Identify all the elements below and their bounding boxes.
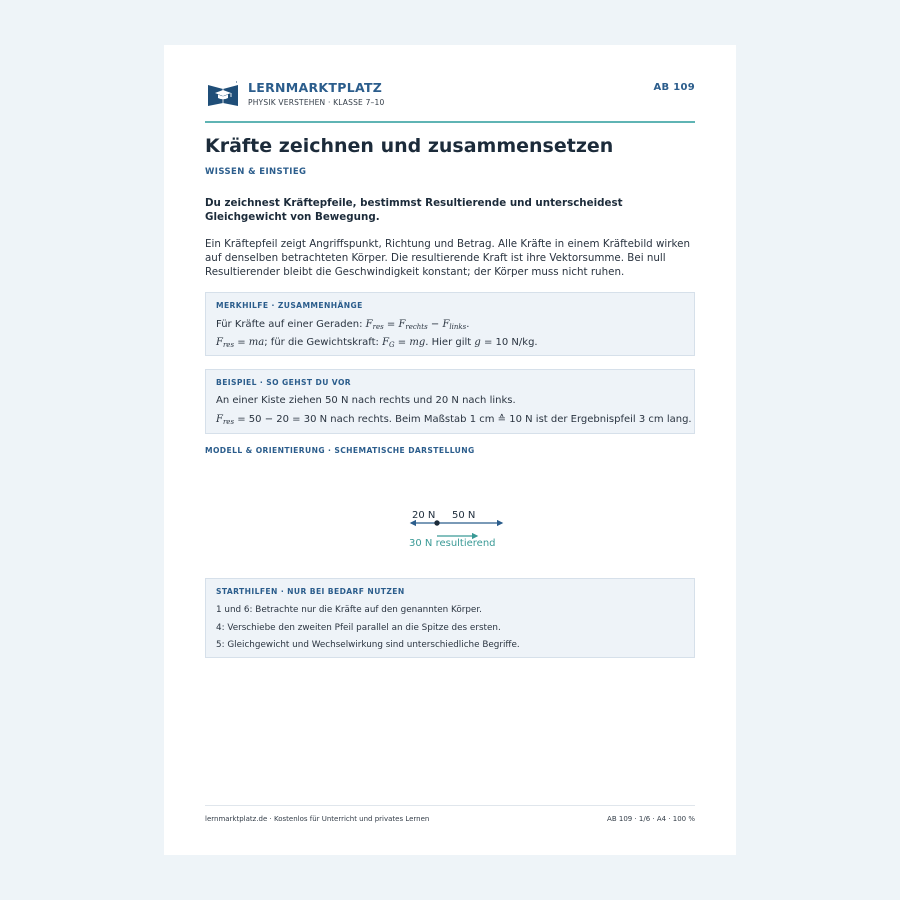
starthilfen-box [205,578,695,658]
beispiel-box [205,369,695,434]
force-label-left: 20 N [412,510,436,521]
beispiel-line-2: $F_{res} = 50 - 20 = 30$ N nach rechts. Beim Maßstab 1 cm ≙ 10 N ist der Ergebnispfeil 3 cm lang. [216,414,692,426]
footer-left: lernmarktplatz.de · Kostenlos für Unterricht und privates Lernen [205,815,430,823]
brand-name: LERNMARKTPLATZ [248,80,383,95]
hint-item: 5: Gleichgewicht und Wechselwirkung sind unterschiedliche Begriffe. [216,640,520,650]
page-title: Kräfte zeichnen und zusammensetzen [205,135,614,157]
hint-item: 1 und 6: Betrachte nur die Kräfte auf den genannten Körper. [216,605,482,615]
sheet-id: AB 109 [653,82,695,93]
model-section-label: MODELL & ORIENTIERUNG · SCHEMATISCHE DARSTELLUNG [205,446,475,455]
worksheet-page [164,45,736,855]
hint-item: 4: Verschiebe den zweiten Pfeil parallel an die Spitze des ersten. [216,623,501,633]
header-divider [205,121,695,123]
force-diagram [405,500,515,560]
starthilfen-heading: STARTHILFEN · NUR BEI BEDARF NUTZEN [216,587,405,596]
force-label-right: 50 N [452,510,476,521]
beispiel-line-1: An einer Kiste ziehen 50 N nach rechts und 20 N nach links. [216,395,516,406]
intro-paragraph: Ein Kräftepfeil zeigt Angriffspunkt, Richtung und Betrag. Alle Kräfte in einem Kräftebild wirken auf denselben betrachteten Körper. Die resultierende Kraft ist ihre Vektorsumme. Bei null Resultierender bleibt die Geschwindigkeit konstant; der Körper muss nicht ruhen. [205,238,690,279]
brand-subtitle: PHYSIK VERSTEHEN · KLASSE 7–10 [248,98,385,107]
beispiel-heading: BEISPIEL · SO GEHST DU VOR [216,378,352,387]
lead-paragraph: Du zeichnest Kräftepfeile, bestimmst Resultierende und unterscheidest Gleichgewicht von Bewegung. [205,197,623,223]
section-kicker: WISSEN & EINSTIEG [205,167,307,177]
merkhilfe-line-2: $F_{res}$ = ma; für die Gewichtskraft: $F_G$ = mg. Hier gilt g = 10 N/kg. [216,337,538,349]
merkhilfe-box [205,292,695,356]
point-of-application [434,520,439,525]
merkhilfe-line-1: Für Kräfte auf einer Geraden: $F_{res} = F_{rechts} - F_{links}$. [216,319,470,331]
footer-right: AB 109 · 1/6 · A4 · 100 % [607,815,695,823]
footer-divider [205,805,695,806]
merkhilfe-heading: MERKHILFE · ZUSAMMENHÄNGE [216,301,363,310]
book-cap-icon [207,81,239,109]
result-label: 30 N resultierend [409,538,496,549]
